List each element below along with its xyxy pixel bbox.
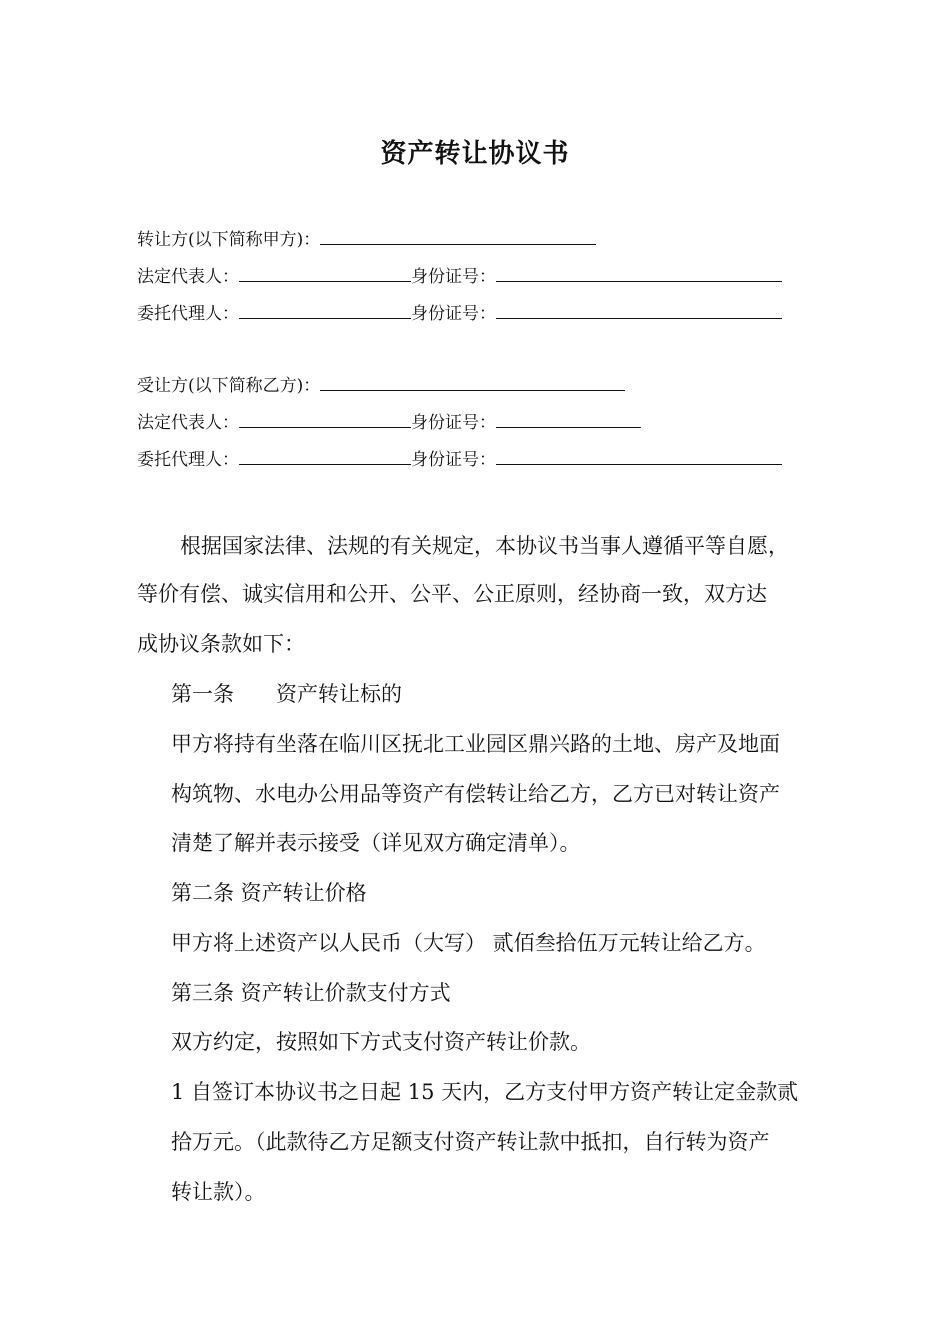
party-a-agent-id-label: 身份证号： <box>411 304 496 324</box>
party-b-agent-blank <box>239 446 411 465</box>
transferee-field <box>137 372 625 396</box>
transferee-label: 受让方(以下简称乙方)： <box>137 376 321 396</box>
party-a-rep-label: 法定代表人： <box>137 267 239 287</box>
article-1-heading: 第一条 资产转让标的 <box>171 682 402 706</box>
party-a-rep-field <box>137 263 782 287</box>
party-b-rep-field <box>137 409 641 433</box>
transferee-blank <box>320 372 625 391</box>
article-1-line-3: 清楚了解并表示接受（详见双方确定清单）。 <box>171 831 581 855</box>
item-1-line-1: 1 自签订本协议书之日起 15 天内，乙方支付甲方资产转让定金款贰 <box>171 1080 799 1104</box>
article-3-line-1: 双方约定，按照如下方式支付资产转让价款。 <box>171 1030 591 1054</box>
party-a-agent-field <box>137 300 782 324</box>
transferor-blank <box>320 226 596 245</box>
intro-line-3: 成协议条款如下： <box>137 632 305 656</box>
transferor-label: 转让方(以下简称甲方)： <box>137 230 321 250</box>
party-a-agent-label: 委托代理人： <box>137 304 239 324</box>
article-2-line-1: 甲方将上述资产以人民币（大写） 贰佰叁拾伍万元转让给乙方。 <box>171 931 766 955</box>
article-1-line-2: 构筑物、水电办公用品等资产有偿转让给乙方，乙方已对转让资产 <box>171 782 780 806</box>
party-a-agent-id-blank <box>496 300 782 319</box>
party-b-rep-id-label: 身份证号： <box>411 413 496 433</box>
party-a-rep-id-label: 身份证号： <box>411 267 496 287</box>
party-b-rep-label: 法定代表人： <box>137 413 239 433</box>
item-1-line-3: 转让款）。 <box>171 1180 266 1204</box>
document-title: 资产转让协议书 <box>380 139 570 169</box>
transferor-field <box>137 226 596 250</box>
party-b-agent-id-blank <box>496 446 782 465</box>
party-a-agent-blank <box>239 300 411 319</box>
party-a-rep-blank <box>239 263 411 282</box>
party-b-agent-field <box>137 446 782 470</box>
article-3-heading: 第三条 资产转让价款支付方式 <box>171 981 451 1005</box>
article-2-heading: 第二条 资产转让价格 <box>171 881 367 905</box>
intro-line-2: 等价有偿、诚实信用和公开、公平、公正原则，经协商一致，双方达 <box>137 582 767 606</box>
party-a-rep-id-blank <box>496 263 782 282</box>
item-1-line-2: 拾万元。（此款待乙方足额支付资产转让款中抵扣，自行转为资产 <box>171 1130 770 1154</box>
article-1-line-1: 甲方将持有坐落在临川区抚北工业园区鼎兴路的土地、房产及地面 <box>171 732 780 756</box>
party-b-agent-id-label: 身份证号： <box>411 450 496 470</box>
party-b-rep-id-blank <box>496 409 641 428</box>
intro-line-1: 根据国家法律、法规的有关规定，本协议书当事人遵循平等自愿， <box>180 534 789 558</box>
party-b-agent-label: 委托代理人： <box>137 450 239 470</box>
party-b-rep-blank <box>239 409 411 428</box>
